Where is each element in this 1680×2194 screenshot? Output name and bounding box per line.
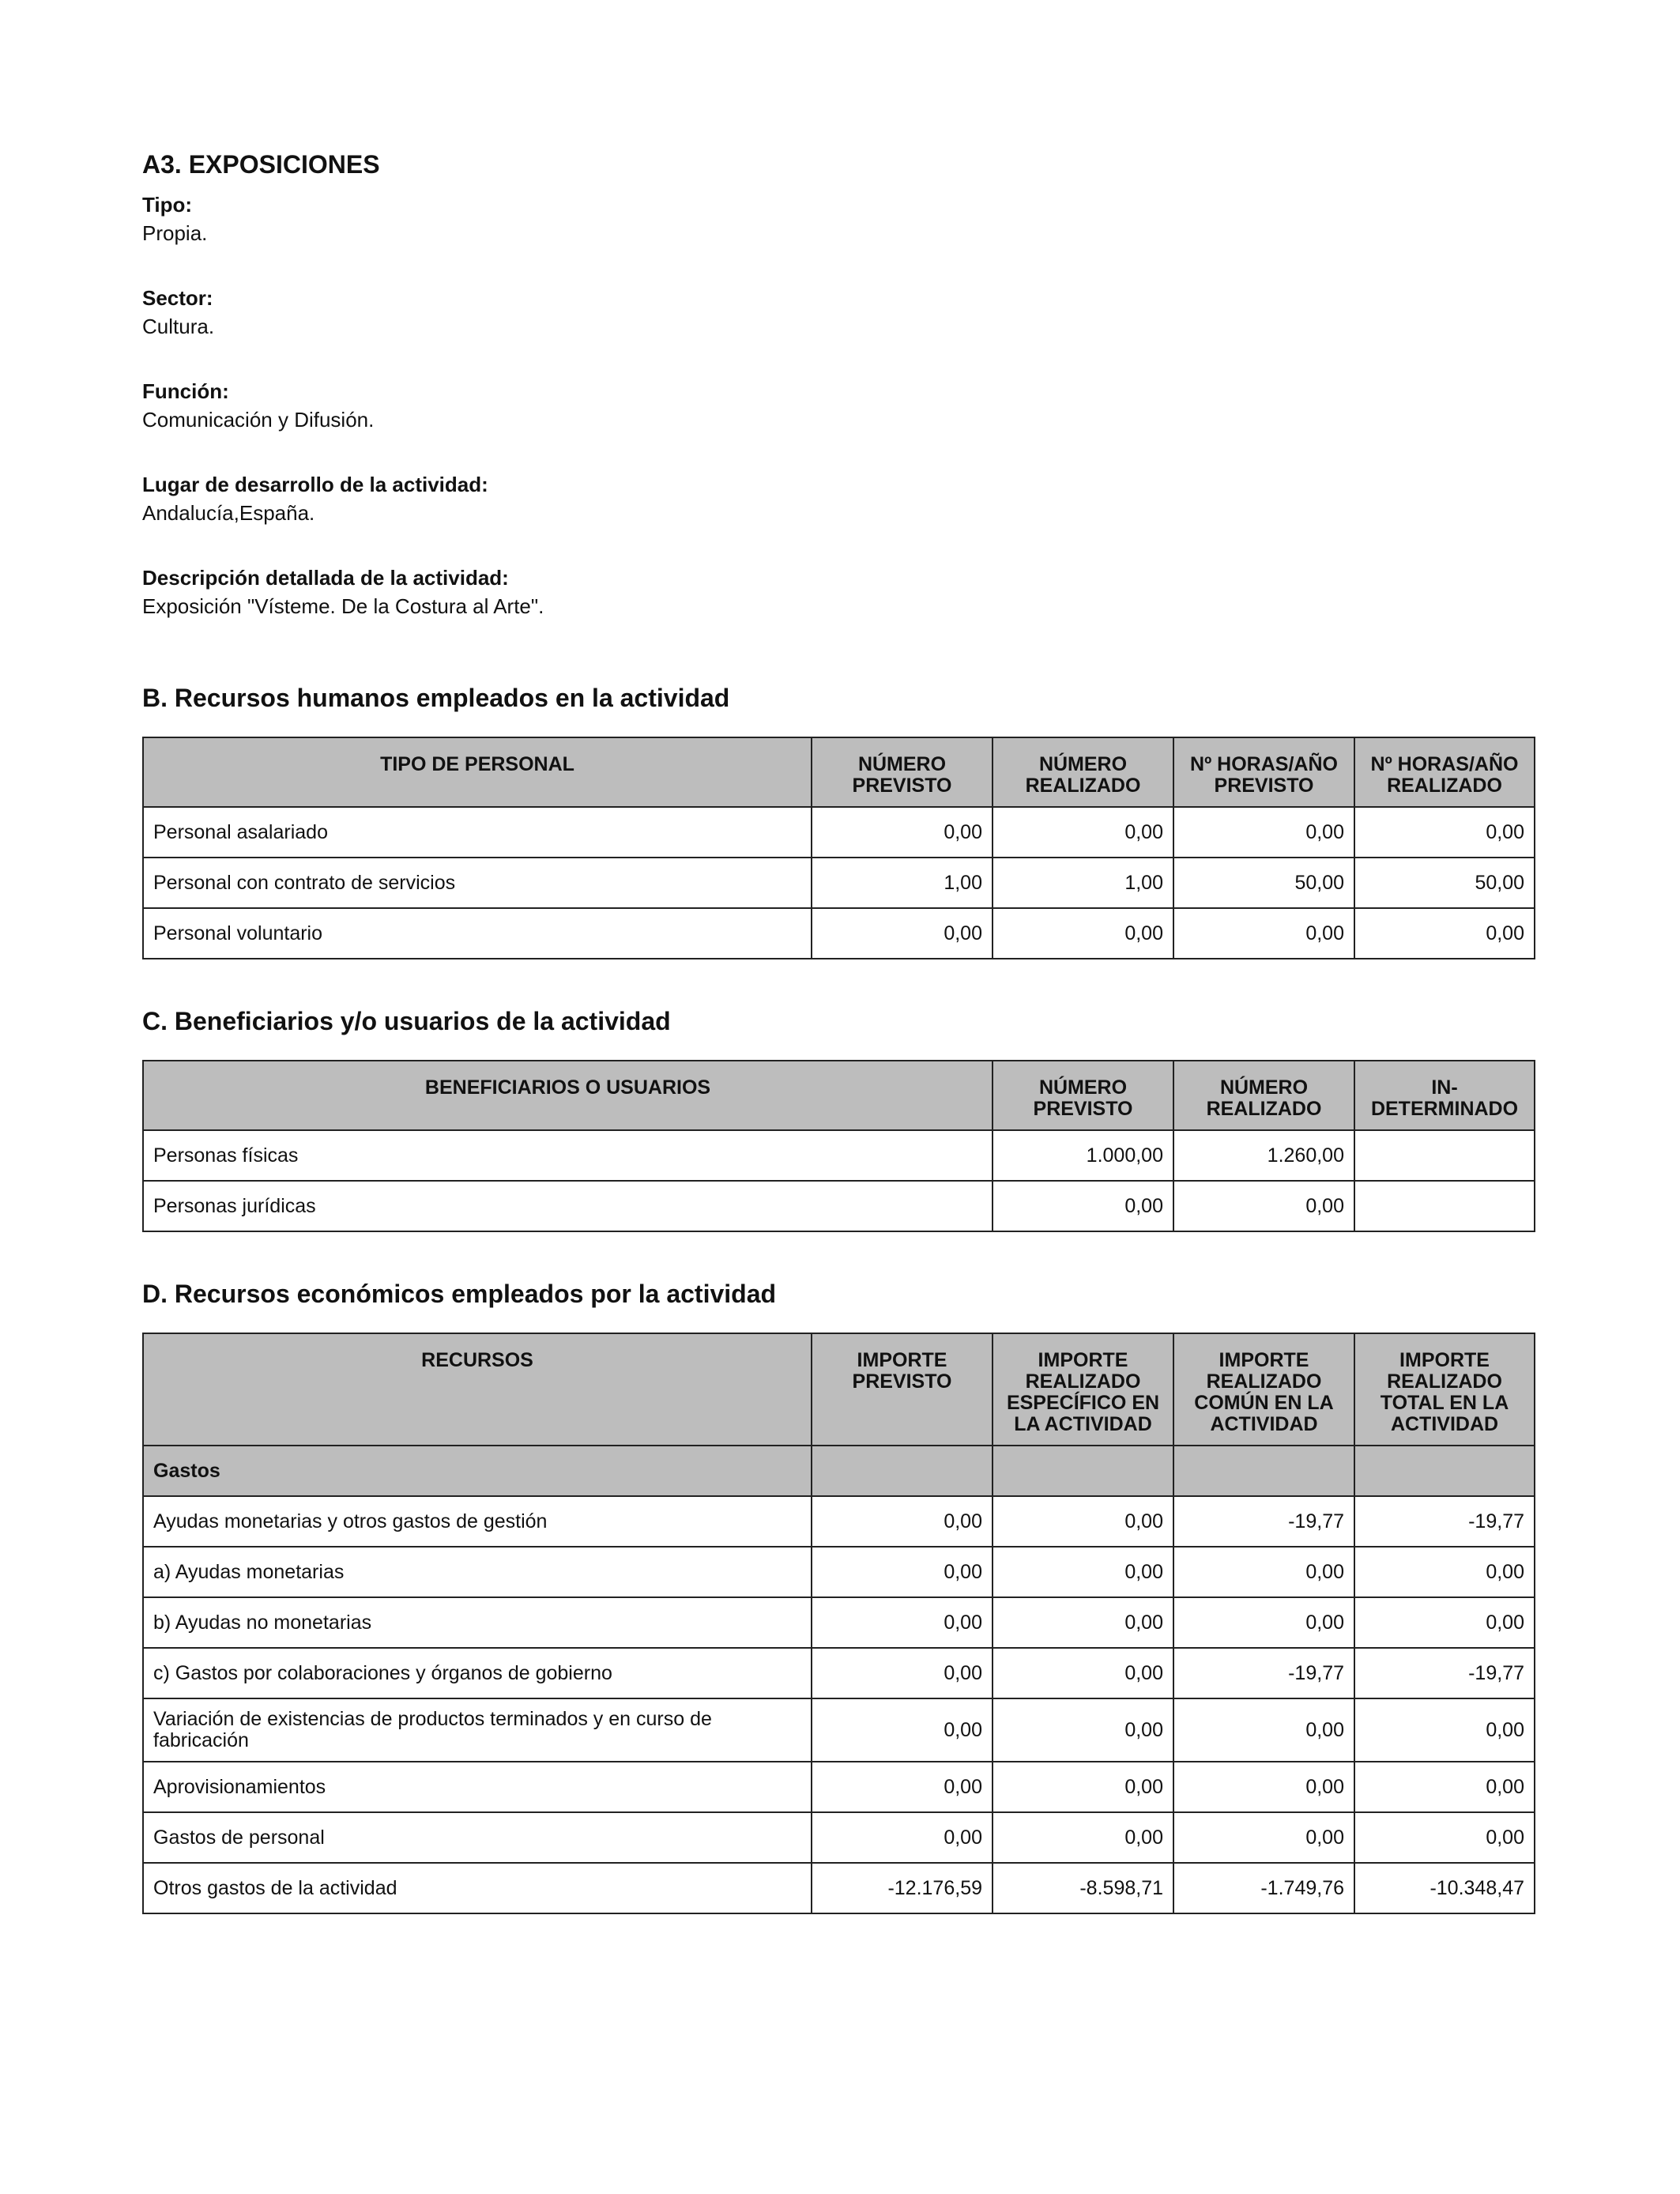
row-label: c) Gastos por colaboraciones y órganos de gobierno [143,1648,812,1698]
table-row [143,1762,1535,1812]
document-page [142,142,1534,1962]
table-header-row [143,1061,1535,1130]
cell-value: 0,00 [1173,1597,1354,1648]
cell-value: 0,00 [993,1762,1173,1812]
field-label: Descripción detallada de la actividad: [142,566,509,590]
cell-value: 0,00 [993,1648,1173,1698]
recursos-humanos-table [142,737,1535,959]
cell-value: 0,00 [1173,1812,1354,1863]
empty-cell [993,1446,1173,1496]
cell-value: 0,00 [812,908,993,959]
column-header: TIPO DE PERSONAL [143,737,812,807]
table-row [143,1698,1535,1762]
empty-cell [812,1446,993,1496]
cell-value: -1.749,76 [1173,1863,1354,1913]
recursos-economicos-table [142,1333,1535,1914]
column-header: Nº HORAS/AÑO PREVISTO [1173,737,1354,807]
cell-value: 0,00 [812,1698,993,1762]
group-row-gastos [143,1446,1535,1496]
cell-value: 50,00 [1173,858,1354,908]
field-funcion [142,377,1534,434]
field-value: Comunicación y Difusión. [142,408,375,432]
table-row [143,1130,1535,1181]
cell-value: -10.348,47 [1354,1863,1535,1913]
cell-value: 0,00 [1354,1547,1535,1597]
cell-value [1354,1181,1535,1231]
table-row [143,858,1535,908]
table-row [143,1812,1535,1863]
cell-value [1354,1130,1535,1181]
cell-value: 0,00 [1354,908,1535,959]
field-label: Función: [142,379,229,403]
row-label: Personal voluntario [143,908,812,959]
row-label: Personal asalariado [143,807,812,858]
cell-value: 0,00 [812,807,993,858]
column-header: IN-DETERMINADO [1354,1061,1535,1130]
field-lugar [142,470,1534,527]
column-header: NÚMERO REALIZADO [1173,1061,1354,1130]
column-header: Nº HORAS/AÑO REALIZADO [1354,737,1535,807]
field-tipo [142,190,1534,247]
cell-value: -12.176,59 [812,1863,993,1913]
cell-value: 0,00 [1354,1597,1535,1648]
row-label: Otros gastos de la actividad [143,1863,812,1913]
row-label: Personas físicas [143,1130,993,1181]
row-label: a) Ayudas monetarias [143,1547,812,1597]
table-row [143,1181,1535,1231]
field-value: Cultura. [142,315,215,338]
cell-value: 0,00 [993,1496,1173,1547]
cell-value: 0,00 [812,1547,993,1597]
field-descripcion [142,564,1534,620]
cell-value: -19,77 [1354,1648,1535,1698]
table-row [143,1597,1535,1648]
table-row [143,1648,1535,1698]
cell-value: 0,00 [812,1762,993,1812]
cell-value: 50,00 [1354,858,1535,908]
cell-value: 1,00 [812,858,993,908]
cell-value: 1,00 [993,858,1173,908]
empty-cell [1173,1446,1354,1496]
field-label: Tipo: [142,193,193,217]
column-header: NÚMERO PREVISTO [993,1061,1173,1130]
cell-value: 0,00 [1354,1698,1535,1762]
group-label: Gastos [143,1446,812,1496]
section-title-recursos-humanos: B. Recursos humanos empleados en la actividad [142,684,730,712]
column-header: NÚMERO REALIZADO [993,737,1173,807]
table-row [143,807,1535,858]
cell-value: -19,77 [1354,1496,1535,1547]
table-header-row [143,737,1535,807]
cell-value: -19,77 [1173,1648,1354,1698]
column-header: NÚMERO PREVISTO [812,737,993,807]
table-row [143,1496,1535,1547]
column-header: IMPORTE REALIZADO ESPECÍFICO EN LA ACTIVIDAD [993,1333,1173,1446]
row-label: Aprovisionamientos [143,1762,812,1812]
cell-value: 0,00 [993,908,1173,959]
field-label: Lugar de desarrollo de la actividad: [142,473,488,496]
cell-value: 0,00 [993,1547,1173,1597]
cell-value: 0,00 [993,1181,1173,1231]
row-label: b) Ayudas no monetarias [143,1597,812,1648]
table-row [143,908,1535,959]
field-value: Andalucía,España. [142,501,315,525]
column-header: IMPORTE PREVISTO [812,1333,993,1446]
empty-cell [1354,1446,1535,1496]
row-label: Gastos de personal [143,1812,812,1863]
row-label: Personas jurídicas [143,1181,993,1231]
cell-value: 0,00 [993,1597,1173,1648]
cell-value: 0,00 [1173,1547,1354,1597]
cell-value: 0,00 [812,1496,993,1547]
field-sector [142,284,1534,341]
cell-value: 0,00 [812,1812,993,1863]
cell-value: 0,00 [993,807,1173,858]
activity-title: A3. EXPOSICIONES [142,150,380,179]
column-header: RECURSOS [143,1333,812,1446]
cell-value: 0,00 [1173,1181,1354,1231]
cell-value: 0,00 [1173,908,1354,959]
field-value: Exposición "Vísteme. De la Costura al Arte". [142,594,544,618]
cell-value: 0,00 [1173,1762,1354,1812]
cell-value: 0,00 [1354,1812,1535,1863]
cell-value: 0,00 [1173,1698,1354,1762]
field-label: Sector: [142,286,213,310]
cell-value: 1.260,00 [1173,1130,1354,1181]
cell-value: 0,00 [812,1648,993,1698]
column-header: IMPORTE REALIZADO TOTAL EN LA ACTIVIDAD [1354,1333,1535,1446]
field-value: Propia. [142,221,208,245]
cell-value: 1.000,00 [993,1130,1173,1181]
cell-value: -19,77 [1173,1496,1354,1547]
cell-value: 0,00 [812,1597,993,1648]
cell-value: 0,00 [1173,807,1354,858]
column-header: BENEFICIARIOS O USUARIOS [143,1061,993,1130]
row-label: Personal con contrato de servicios [143,858,812,908]
table-header-row [143,1333,1535,1446]
cell-value: -8.598,71 [993,1863,1173,1913]
section-title-beneficiarios: C. Beneficiarios y/o usuarios de la actividad [142,1007,671,1035]
table-row [143,1863,1535,1913]
row-label: Ayudas monetarias y otros gastos de gestión [143,1496,812,1547]
cell-value: 0,00 [1354,1762,1535,1812]
section-title-recursos-economicos: D. Recursos económicos empleados por la actividad [142,1280,777,1308]
table-row [143,1547,1535,1597]
beneficiarios-table [142,1060,1535,1232]
cell-value: 0,00 [993,1812,1173,1863]
cell-value: 0,00 [1354,807,1535,858]
row-label: Variación de existencias de productos terminados y en curso de fabricación [143,1698,812,1762]
cell-value: 0,00 [993,1698,1173,1762]
column-header: IMPORTE REALIZADO COMÚN EN LA ACTIVIDAD [1173,1333,1354,1446]
